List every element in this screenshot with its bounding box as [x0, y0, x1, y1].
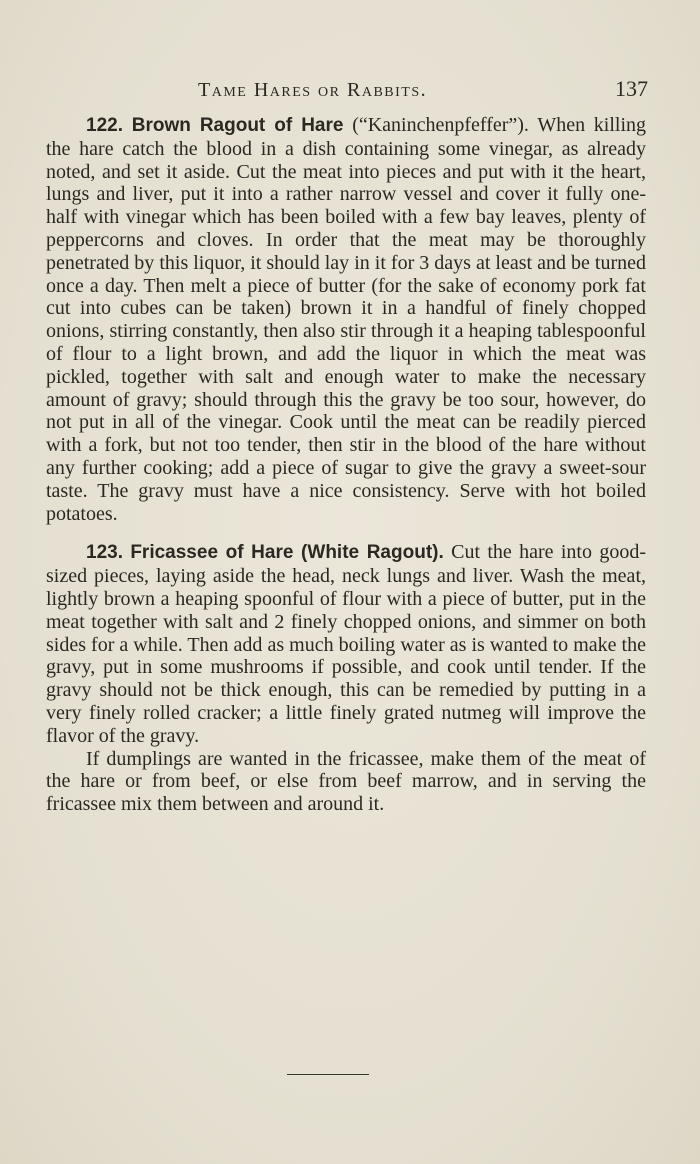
recipe-text: If dumplings are wanted in the fricassee, make them of the meat of the hare or from beef, or else from beef marrow, and in serving the fricassee mix them between and around it. [46, 747, 646, 816]
page-body [46, 114, 646, 832]
page-header [198, 76, 648, 102]
recipe-122 [46, 114, 646, 525]
recipe-title: Fricassee of Hare (White Ragout). [130, 542, 444, 564]
running-title: Tame Hares or Rabbits. [198, 79, 428, 101]
recipe-123 [46, 541, 646, 816]
recipe-paragraph [46, 541, 646, 747]
recipe-text: When killing the hare catch the blood in a dish containing some vinegar, as already noted, and set it aside. Cut the meat into pieces and put with it the heart, lungs and liver, put it into a rather narrow vessel and cover it fully one-half with vinegar which has been boiled with a few bay leaves, plenty of peppercorns and cloves. In order that the meat may be thoroughly penetrated by this liquor, it should lay in it for 3 days at least and be turned once a day. Then melt a piece of butter (for the sake of economy pork fat cut into cubes can be taken) brown it in a handful of finely chopped onions, stirring constantly, then also stir through it a heaping tablespoonful of flour to a light brown, and add the liquor in which the meat was pickled, together with salt and enough water to make the necessary amount of gravy; should through this the gravy be too sour, however, do not put in all of the vinegar. Cook until the meat can be readily pierced with a fork, but not too tender, then stir in the blood of the hare without any further cooking; add a piece of sugar to give the gravy a sweet-sour taste. The gravy must have a nice consistency. Serve with hot boiled potatoes. [46, 114, 647, 525]
recipe-paragraph [46, 748, 646, 816]
page-number: 137 [615, 76, 648, 101]
recipe-subtitle: (“Kaninchenpfeffer”). [352, 114, 529, 136]
recipe-title: Brown Ragout of Hare [131, 115, 344, 136]
recipe-number: 123. [86, 542, 123, 564]
recipe-paragraph [46, 114, 646, 525]
recipe-number: 122. [86, 115, 123, 136]
end-rule [287, 1074, 369, 1075]
recipe-text: Cut the hare into good-sized pieces, laying aside the head, neck lungs and liver. Wash the meat, lightly brown a heaping spoonful of flour with a piece of butter, put in the meat together with salt and 2 finely chopped onions, and simmer on both sides for a while. Then add as much boiling water as is wanted to make the gravy, put in some mushrooms if possible, and cook until tender. If the gravy should not be thick enough, this can be remedied by putting in a very finely rolled cracker; a little finely grated nutmeg will improve the flavor of the gravy. [46, 541, 646, 747]
